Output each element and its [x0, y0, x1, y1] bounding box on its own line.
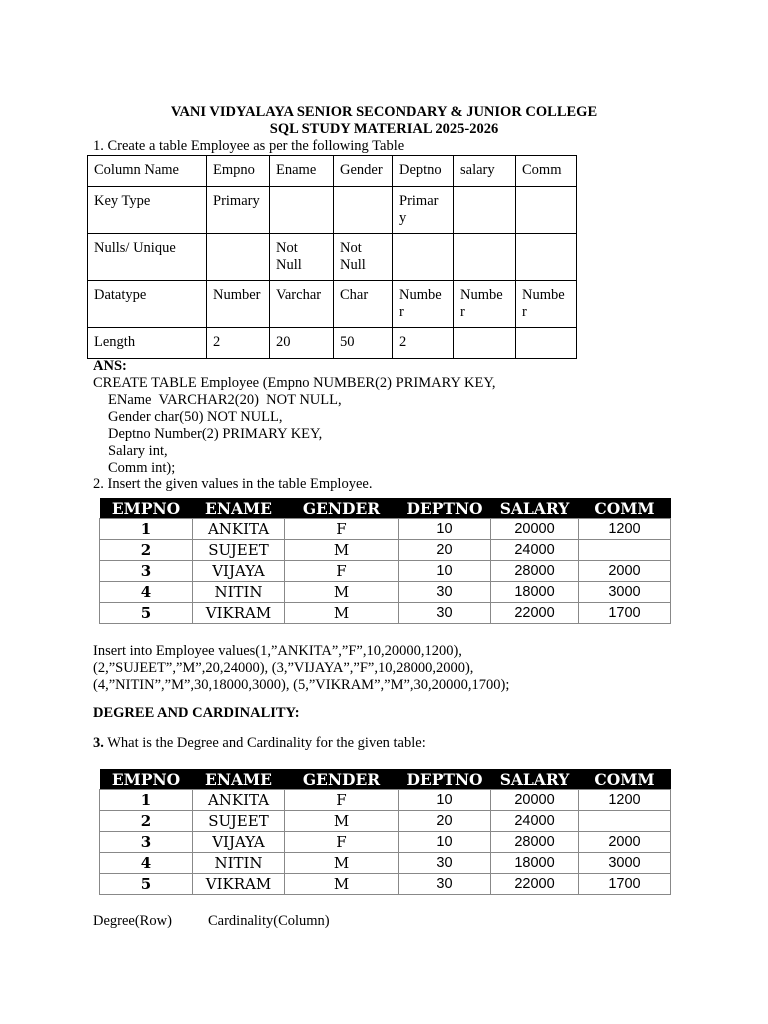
table-cell: 24000 [491, 811, 579, 832]
spec-cell: Char [334, 281, 393, 328]
table-cell: 30 [399, 853, 491, 874]
table-cell: 2 [100, 811, 193, 832]
table-cell: NITIN [193, 853, 285, 874]
spec-cell: Ename [270, 156, 334, 187]
table-cell: 4 [100, 853, 193, 874]
column-header: EMPNO [100, 498, 193, 519]
table-row [100, 832, 671, 853]
table-row [100, 561, 671, 582]
spec-cell: Primar y [393, 187, 454, 234]
table-cell: 3000 [579, 582, 671, 603]
spec-cell [270, 187, 334, 234]
spec-cell [207, 234, 270, 281]
table-cell: VIKRAM [193, 874, 285, 895]
table-cell: 22000 [491, 603, 579, 624]
table-row [100, 790, 671, 811]
column-header: ENAME [193, 769, 285, 790]
table-cell: M [285, 540, 399, 561]
sql-create-line: Comm int); [108, 460, 176, 476]
table-cell: 28000 [491, 832, 579, 853]
spec-row [88, 156, 577, 187]
table-cell: NITIN [193, 582, 285, 603]
table-row [100, 853, 671, 874]
column-header: DEPTNO [399, 498, 491, 519]
spec-cell: Not Null [334, 234, 393, 281]
question-3-number: 3. [93, 735, 104, 751]
table-cell [579, 540, 671, 561]
table-cell: 1 [100, 790, 193, 811]
spec-cell: Datatype [88, 281, 207, 328]
spec-cell: Deptno [393, 156, 454, 187]
spec-cell: Not Null [270, 234, 334, 281]
table-cell: 18000 [491, 582, 579, 603]
table-cell: F [285, 561, 399, 582]
table-cell: 1200 [579, 519, 671, 540]
table-cell: M [285, 811, 399, 832]
table-cell: 1200 [579, 790, 671, 811]
table-cell: 18000 [491, 853, 579, 874]
column-header: GENDER [285, 769, 399, 790]
document-subtitle: SQL STUDY MATERIAL 2025-2026 [269, 121, 499, 137]
question-3-text: What is the Degree and Cardinality for the given table: [103, 735, 426, 751]
table-cell: 20000 [491, 790, 579, 811]
spec-cell: Numbe r [516, 281, 577, 328]
table-row [100, 811, 671, 832]
table-cell: ANKITA [193, 790, 285, 811]
spec-row [88, 187, 577, 234]
column-header: DEPTNO [399, 769, 491, 790]
spec-cell: Varchar [270, 281, 334, 328]
table-cell: 3 [100, 832, 193, 853]
spec-cell [454, 328, 516, 359]
table-cell: 2 [100, 540, 193, 561]
spec-cell: Key Type [88, 187, 207, 234]
table-cell: SUJEET [193, 540, 285, 561]
employee-table [99, 769, 671, 895]
table-cell: 1700 [579, 874, 671, 895]
spec-row [88, 234, 577, 281]
table-cell: 5 [100, 874, 193, 895]
spec-cell [393, 234, 454, 281]
cardinality-label: Cardinality(Column) [208, 913, 330, 929]
table-cell: F [285, 790, 399, 811]
column-header: ENAME [193, 498, 285, 519]
answer-label: ANS: [93, 358, 127, 374]
table-cell: M [285, 874, 399, 895]
column-header: EMPNO [100, 769, 193, 790]
spec-cell: Length [88, 328, 207, 359]
sql-create-line: CREATE TABLE Employee (Empno NUMBER(2) PRIMARY KEY, [93, 375, 496, 391]
table-cell: 30 [399, 874, 491, 895]
table-cell: 2000 [579, 832, 671, 853]
insert-statement-line: Insert into Employee values(1,”ANKITA”,”F”,10,20000,1200), [93, 643, 462, 659]
table-row [100, 582, 671, 603]
table-cell: 30 [399, 603, 491, 624]
spec-cell [334, 187, 393, 234]
table-cell: 20 [399, 540, 491, 561]
insert-statement-line: (4,”NITIN”,”M”,30,18000,3000), (5,”VIKRAM”,”M”,30,20000,1700); [93, 677, 510, 693]
table-cell: 4 [100, 582, 193, 603]
column-header: GENDER [285, 498, 399, 519]
spec-cell: Number [207, 281, 270, 328]
table-cell: F [285, 832, 399, 853]
table-cell: 10 [399, 561, 491, 582]
table-cell: 24000 [491, 540, 579, 561]
spec-cell: Empno [207, 156, 270, 187]
school-title: VANI VIDYALAYA SENIOR SECONDARY & JUNIOR COLLEGE [170, 104, 598, 120]
spec-cell [454, 234, 516, 281]
table-cell [579, 811, 671, 832]
spec-cell [516, 234, 577, 281]
column-header: SALARY [491, 769, 579, 790]
table-cell: M [285, 603, 399, 624]
table-cell: VIJAYA [193, 561, 285, 582]
table-row [100, 540, 671, 561]
table-cell: 10 [399, 519, 491, 540]
spec-cell: Numbe r [393, 281, 454, 328]
table-cell: M [285, 853, 399, 874]
employee-table [99, 498, 671, 624]
spec-cell: 2 [207, 328, 270, 359]
spec-cell: 50 [334, 328, 393, 359]
table-row [100, 874, 671, 895]
table-cell: 20 [399, 811, 491, 832]
sql-create-line: Salary int, [108, 443, 168, 459]
table-cell: VIJAYA [193, 832, 285, 853]
table-cell: 28000 [491, 561, 579, 582]
spec-cell [516, 187, 577, 234]
spec-cell: salary [454, 156, 516, 187]
table-cell: 3000 [579, 853, 671, 874]
spec-cell: Gender [334, 156, 393, 187]
sql-create-line: Gender char(50) NOT NULL, [108, 409, 283, 425]
table-cell: M [285, 582, 399, 603]
section-heading: DEGREE AND CARDINALITY: [93, 705, 300, 721]
spec-row [88, 328, 577, 359]
spec-cell: Numbe r [454, 281, 516, 328]
table-cell: SUJEET [193, 811, 285, 832]
spec-cell: Primary [207, 187, 270, 234]
question-1: 1. Create a table Employee as per the following Table [93, 138, 405, 154]
table-row [100, 519, 671, 540]
table-cell: 10 [399, 790, 491, 811]
table-cell: 5 [100, 603, 193, 624]
column-header: COMM [579, 498, 671, 519]
column-header: COMM [579, 769, 671, 790]
question-2: 2. Insert the given values in the table Employee. [93, 476, 373, 492]
degree-label: Degree(Row) [93, 913, 172, 929]
spec-cell [454, 187, 516, 234]
spec-cell: 20 [270, 328, 334, 359]
table-cell: 3 [100, 561, 193, 582]
insert-statement-line: (2,”SUJEET”,”M”,20,24000), (3,”VIJAYA”,”F”,10,28000,2000), [93, 660, 474, 676]
spec-cell: Comm [516, 156, 577, 187]
table-row [100, 603, 671, 624]
table-cell: 22000 [491, 874, 579, 895]
spec-cell [516, 328, 577, 359]
spec-row [88, 281, 577, 328]
table-cell: F [285, 519, 399, 540]
table-cell: 30 [399, 582, 491, 603]
table-cell: 1700 [579, 603, 671, 624]
sql-create-line: Deptno Number(2) PRIMARY KEY, [108, 426, 323, 442]
table-cell: VIKRAM [193, 603, 285, 624]
column-header: SALARY [491, 498, 579, 519]
spec-cell: 2 [393, 328, 454, 359]
table-cell: 2000 [579, 561, 671, 582]
spec-cell: Nulls/ Unique [88, 234, 207, 281]
table-cell: ANKITA [193, 519, 285, 540]
question-3 [93, 735, 426, 752]
column-spec-table [87, 155, 577, 359]
table-cell: 20000 [491, 519, 579, 540]
table-cell: 10 [399, 832, 491, 853]
sql-create-line: EName VARCHAR2(20) NOT NULL, [108, 392, 342, 408]
table-cell: 1 [100, 519, 193, 540]
spec-cell: Column Name [88, 156, 207, 187]
